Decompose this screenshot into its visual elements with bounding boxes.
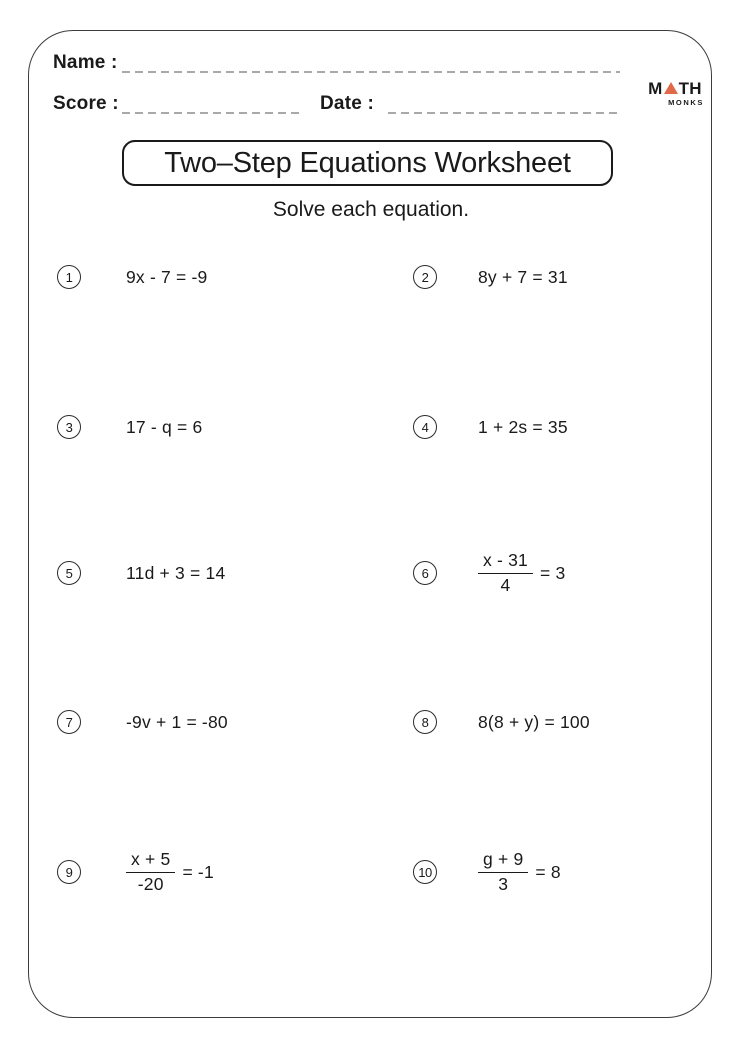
instruction-text: Solve each equation. [272, 198, 470, 221]
date-label: Date : [320, 93, 374, 114]
problem-4 [413, 415, 568, 439]
problem-5 [57, 561, 225, 585]
problem-6 [413, 552, 565, 594]
problem-2 [413, 265, 568, 289]
problem-number-badge: 8 [413, 710, 437, 734]
equation [126, 851, 214, 893]
fraction-numerator: x + 5 [131, 849, 171, 869]
fraction-denominator: 4 [478, 573, 533, 595]
equation: 17 - q = 6 [126, 416, 203, 437]
problem-number-badge: 2 [413, 265, 437, 289]
problem-number-badge: 1 [57, 265, 81, 289]
problem-number-badge: 9 [57, 860, 81, 884]
equation [478, 851, 561, 893]
problem-8 [413, 710, 590, 734]
equation-rhs: = -1 [182, 861, 214, 882]
logo-monks-text: MONKS [668, 98, 704, 107]
equation: 9x - 7 = -9 [126, 266, 208, 287]
problem-10 [413, 851, 561, 893]
name-label: Name : [53, 52, 118, 73]
fraction-numerator: g + 9 [483, 849, 524, 869]
fraction [126, 851, 175, 893]
equation: -9v + 1 = -80 [126, 711, 228, 732]
fraction-denominator: -20 [126, 872, 175, 894]
fraction [478, 552, 533, 594]
equation-rhs: = 3 [539, 562, 566, 583]
score-label: Score : [53, 93, 119, 114]
problem-9 [57, 851, 214, 893]
equation: 8(8 + y) = 100 [478, 711, 590, 732]
fraction-denominator: 3 [478, 872, 528, 894]
equation [478, 552, 565, 594]
problem-number-badge: 4 [413, 415, 437, 439]
problem-1 [57, 265, 207, 289]
problem-number-badge: 5 [57, 561, 81, 585]
fraction [478, 851, 528, 893]
equation: 1 + 2s = 35 [478, 416, 568, 437]
problem-number-badge: 7 [57, 710, 81, 734]
equation: 8y + 7 = 31 [478, 266, 568, 287]
problem-number-badge: 6 [413, 561, 437, 585]
logo-text-m: M [648, 79, 663, 98]
equation: 11d + 3 = 14 [126, 562, 226, 583]
fraction-numerator: x - 31 [483, 550, 528, 570]
problem-7 [57, 710, 228, 734]
worksheet-title: Two–Step Equations Worksheet [164, 146, 571, 179]
logo-text-th: TH [678, 79, 702, 98]
problem-number-badge: 10 [413, 860, 437, 884]
equation-rhs: = 8 [535, 861, 561, 882]
problem-number-badge: 3 [57, 415, 81, 439]
problem-3 [57, 415, 202, 439]
